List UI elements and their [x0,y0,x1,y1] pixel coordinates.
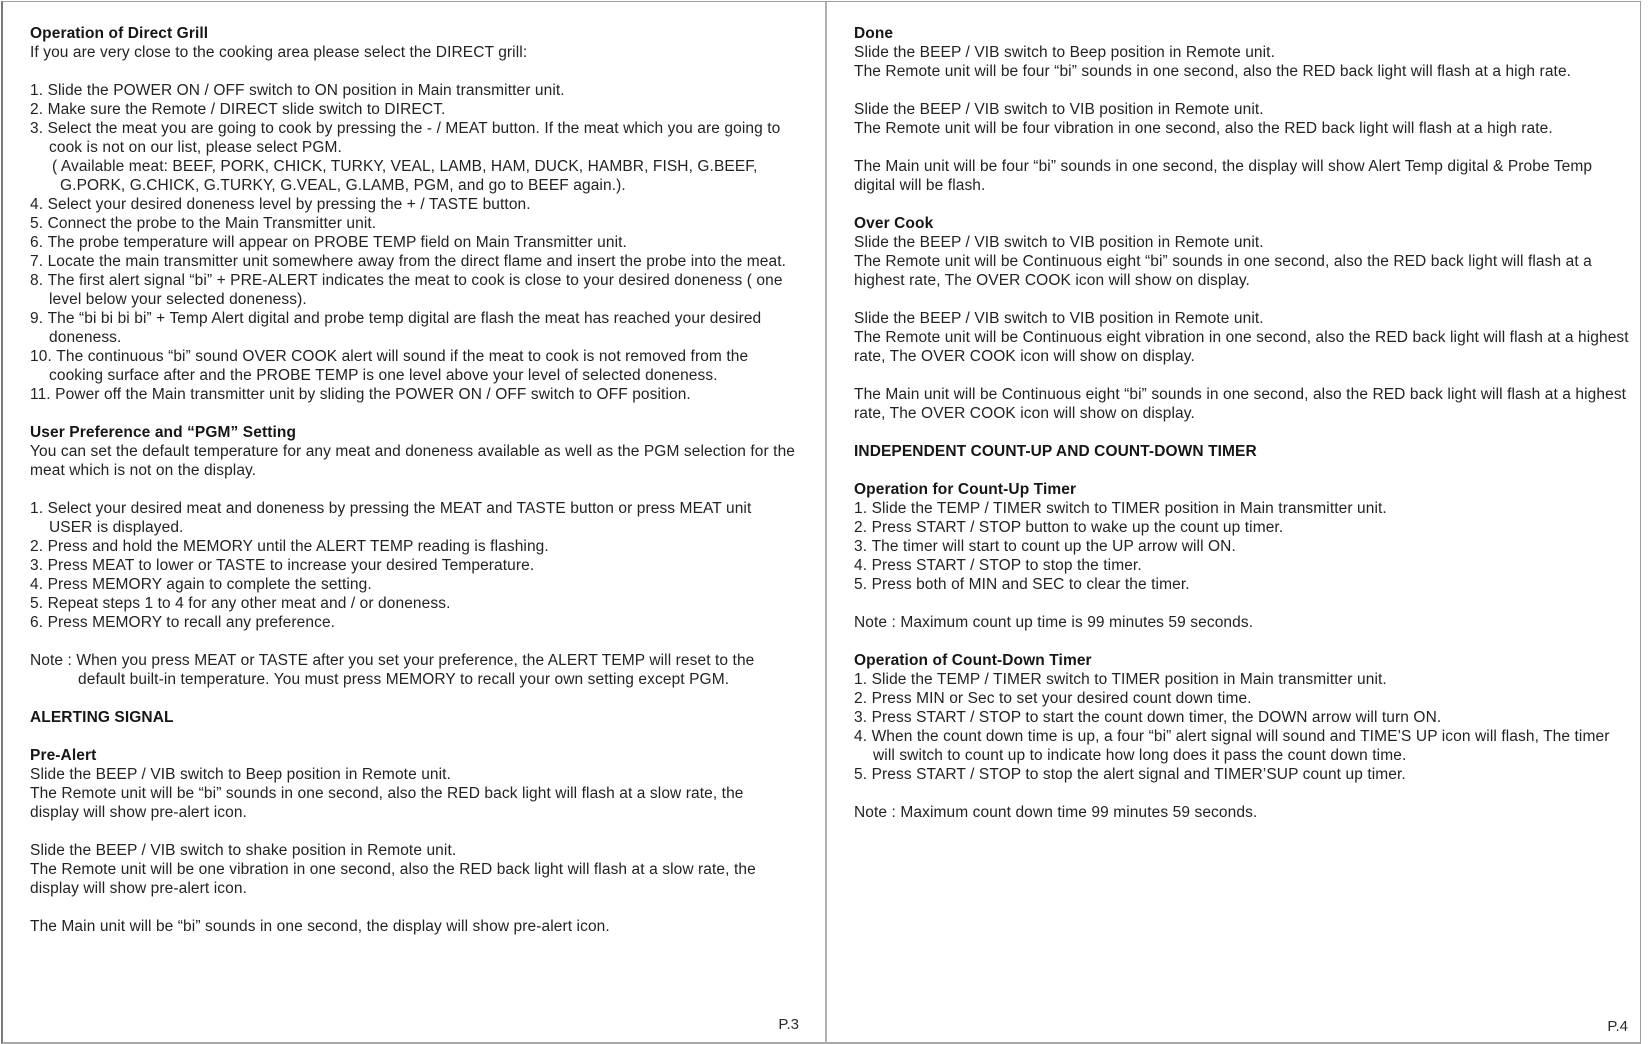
list-item-text: Press MEAT to lower or TASTE to increase your desired Temperature. [47,557,535,574]
list-marker: 6. [30,234,44,251]
list-marker: 7. [30,253,44,270]
spacer [854,290,1634,309]
list-item-text: When the count down time is up, a four “bi” alert signal will sound and TIME’S UP icon will flash, The timer will switch to count up to indicate how long does it pass the count down time. [871,728,1610,764]
spacer [854,632,1634,651]
spacer [854,423,1634,442]
spacer [30,404,796,423]
list-item-text: Press START / STOP to stop the alert signal and TIMER’SUP count up timer. [871,766,1406,783]
section-heading: INDEPENDENT COUNT-UP AND COUNT-DOWN TIMER [854,443,1257,460]
list-item-text: Press MEMORY again to complete the setting. [47,576,372,593]
section-heading: User Preference and “PGM” Setting [30,424,297,441]
list-marker: 3. [854,538,868,555]
list-item [30,385,796,404]
paragraph: Note : Maximum count up time is 99 minutes 59 seconds. [854,614,1254,631]
list-item-text: The probe temperature will appear on PROBE TEMP field on Main Transmitter unit. [47,234,627,251]
list-item-text: Press both of MIN and SEC to clear the timer. [871,576,1190,593]
list-item-text: Repeat steps 1 to 4 for any other meat and / or doneness. [47,595,451,612]
list-marker: 1. [30,500,44,517]
page-number: P.3 [778,1016,799,1033]
list-item [854,708,1634,727]
spacer [30,898,796,917]
list-marker: 3. [30,120,44,137]
spacer [30,480,796,499]
paragraph: The Remote unit will be Continuous eight vibration in one second, also the RED back light will flash at a highest rate, The OVER COOK icon will show on display. [854,329,1629,365]
paragraph: The Main unit will be four “bi” sounds in one second, the display will show Alert Temp digital & Probe Temp digital will be flash. [854,158,1593,194]
list-item [30,271,796,309]
list-item-text: Locate the main transmitter unit somewhere away from the direct flame and insert the probe into the meat. [47,253,787,270]
list-item [30,309,796,347]
list-item [854,670,1634,689]
list-marker: 2. [854,519,868,536]
list-marker: 9. [30,310,44,327]
page-4 [827,2,1640,1042]
list-marker: 4. [30,196,44,213]
list-marker: 2. [30,101,44,118]
list-item-text: The “bi bi bi bi” + Temp Alert digital and probe temp digital are flash the meat has reached your desired doneness. [47,310,762,346]
paragraph: If you are very close to the cooking area please select the DIRECT grill: [30,44,528,61]
spacer [854,195,1634,214]
list-marker: 5. [30,595,44,612]
list-item [30,81,796,100]
list-marker: Note : [30,652,72,669]
list-item-text: Power off the Main transmitter unit by sliding the POWER ON / OFF switch to OFF position. [55,386,691,403]
list-item [30,575,796,594]
list-marker: 1. [30,82,44,99]
page-number: P.4 [1607,1018,1628,1035]
paragraph: You can set the default temperature for any meat and doneness available as well as the PGM selection for the meat which is not on the display. [30,443,796,479]
list-item [854,727,1634,765]
list-item [30,100,796,119]
list-item-text: Select the meat you are going to cook by pressing the - / MEAT button. If the meat which you are going to cook is not on our list, please select PGM. [47,120,781,156]
list-item-text: The continuous “bi” sound OVER COOK alert will sound if the meat to cook is not removed from the cooking surface after and the PROBE TEMP is one level above your level of selected doneness. [49,348,749,384]
list-item [30,233,796,252]
section-heading: Done [854,25,894,42]
list-marker: 5. [854,576,868,593]
spacer [854,81,1634,100]
page-4-content [827,2,1634,822]
list-item-text: Slide the TEMP / TIMER switch to TIMER position in Main transmitter unit. [871,671,1387,688]
list-item [854,499,1634,518]
list-item [30,195,796,214]
list-item [30,252,796,271]
page-3-content [3,2,796,936]
list-item-text: Press MIN or Sec to set your desired count down time. [871,690,1252,707]
spacer [30,822,796,841]
list-item-text: Press START / STOP button to wake up the count up timer. [871,519,1284,536]
list-marker: 8. [30,272,44,289]
spacer [854,138,1634,157]
paragraph: Slide the BEEP / VIB switch to VIB position in Remote unit. [854,101,1264,118]
list-item-text: Slide the TEMP / TIMER switch to TIMER position in Main transmitter unit. [871,500,1387,517]
list-item [30,347,796,385]
section-heading: Operation of Count-Down Timer [854,652,1092,669]
list-marker: 3. [854,709,868,726]
list-marker: 4. [854,728,868,745]
list-item [854,765,1634,784]
paragraph: Slide the BEEP / VIB switch to Beep position in Remote unit. [30,766,451,783]
list-item [854,575,1634,594]
list-item-text: Select your desired doneness level by pressing the + / TASTE button. [47,196,531,213]
paragraph: The Remote unit will be four “bi” sounds in one second, also the RED back light will flash at a high rate. [854,63,1572,80]
list-marker: 1. [854,500,868,517]
paragraph: Slide the BEEP / VIB switch to VIB position in Remote unit. [854,310,1264,327]
list-marker: 4. [30,576,44,593]
list-marker: 6. [30,614,44,631]
paragraph: Slide the BEEP / VIB switch to Beep position in Remote unit. [854,44,1275,61]
list-item [30,537,796,556]
list-item [30,613,796,632]
spacer [854,784,1634,803]
list-item-text: Press START / STOP to stop the timer. [871,557,1142,574]
spacer [30,689,796,708]
list-item-text: Make sure the Remote / DIRECT slide switch to DIRECT. [47,101,446,118]
list-item [854,556,1634,575]
spacer [30,62,796,81]
paragraph: The Remote unit will be “bi” sounds in one second, also the RED back light will flash at a slow rate, the display will show pre-alert icon. [30,785,744,821]
list-item-text: When you press MEAT or TASTE after you set your preference, the ALERT TEMP will reset to the default built-in temperature. You must press MEMORY to recall your own setting except PGM. [76,652,755,688]
list-marker: 4. [854,557,868,574]
list-marker: 5. [854,766,868,783]
paragraph: The Remote unit will be Continuous eight “bi” sounds in one second, also the RED back light will flash at a highest rate, The OVER COOK icon will show on display. [854,253,1592,289]
list-item-text: Press START / STOP to start the count down timer, the DOWN arrow will turn ON. [871,709,1442,726]
list-marker: 2. [854,690,868,707]
list-marker: 10. [30,348,52,365]
section-heading: Operation for Count-Up Timer [854,481,1077,498]
section-heading: Pre-Alert [30,747,97,764]
list-item [854,689,1634,708]
list-item [30,594,796,613]
spacer [854,461,1634,480]
spacer [854,366,1634,385]
list-item-text: Press MEMORY to recall any preference. [47,614,336,631]
list-item [854,518,1634,537]
paragraph: The Main unit will be “bi” sounds in one second, the display will show pre-alert icon. [30,918,610,935]
list-item [30,119,796,157]
section-heading: Over Cook [854,215,934,232]
list-item-text: Connect the probe to the Main Transmitter unit. [47,215,377,232]
section-heading: ALERTING SIGNAL [30,709,174,726]
list-item-text: Slide the POWER ON / OFF switch to ON position in Main transmitter unit. [47,82,565,99]
list-item-text: The timer will start to count up the UP arrow will ON. [871,538,1236,555]
section-heading: Operation of Direct Grill [30,25,209,42]
paragraph: Slide the BEEP / VIB switch to VIB position in Remote unit. [854,234,1264,251]
paragraph: The Remote unit will be one vibration in one second, also the RED back light will flash at a slow rate, the display will show pre-alert icon. [30,861,756,897]
list-item [30,214,796,233]
list-item [30,499,796,537]
list-item-text: Press and hold the MEMORY until the ALERT TEMP reading is flashing. [47,538,549,555]
spacer [30,727,796,746]
list-item-text: Select your desired meat and doneness by pressing the MEAT and TASTE button or press MEAT unit USER is displayed. [47,500,752,536]
available-meat-note: ( Available meat: BEEF, PORK, CHICK, TURKY, VEAL, LAMB, HAM, DUCK, HAMBR, FISH, G.BEEF, G.PORK, G.CHICK, G.TURKY, G.VEAL, G.LAMB, PGM, and go to BEEF again.). [52,158,758,194]
paragraph: The Main unit will be Continuous eight “bi” sounds in one second, also the RED back light will flash at a highest rate, The OVER COOK icon will show on display. [854,386,1627,422]
list-item [30,556,796,575]
list-marker: 2. [30,538,44,555]
list-item [854,537,1634,556]
list-marker: 3. [30,557,44,574]
manual-spread [1,1,1641,1044]
paragraph: Note : Maximum count down time 99 minutes 59 seconds. [854,804,1258,821]
list-item-text: The first alert signal “bi” + PRE-ALERT indicates the meat to cook is close to your desired doneness ( one level below your selected doneness). [47,272,783,308]
paragraph: The Remote unit will be four vibration in one second, also the RED back light will flash at a high rate. [854,120,1553,137]
paragraph: Slide the BEEP / VIB switch to shake position in Remote unit. [30,842,457,859]
list-marker: 1. [854,671,868,688]
note-paragraph [30,651,796,689]
list-marker: 5. [30,215,44,232]
page-3 [3,2,825,1042]
spacer [30,632,796,651]
spacer [854,594,1634,613]
list-marker: 11. [30,386,51,403]
